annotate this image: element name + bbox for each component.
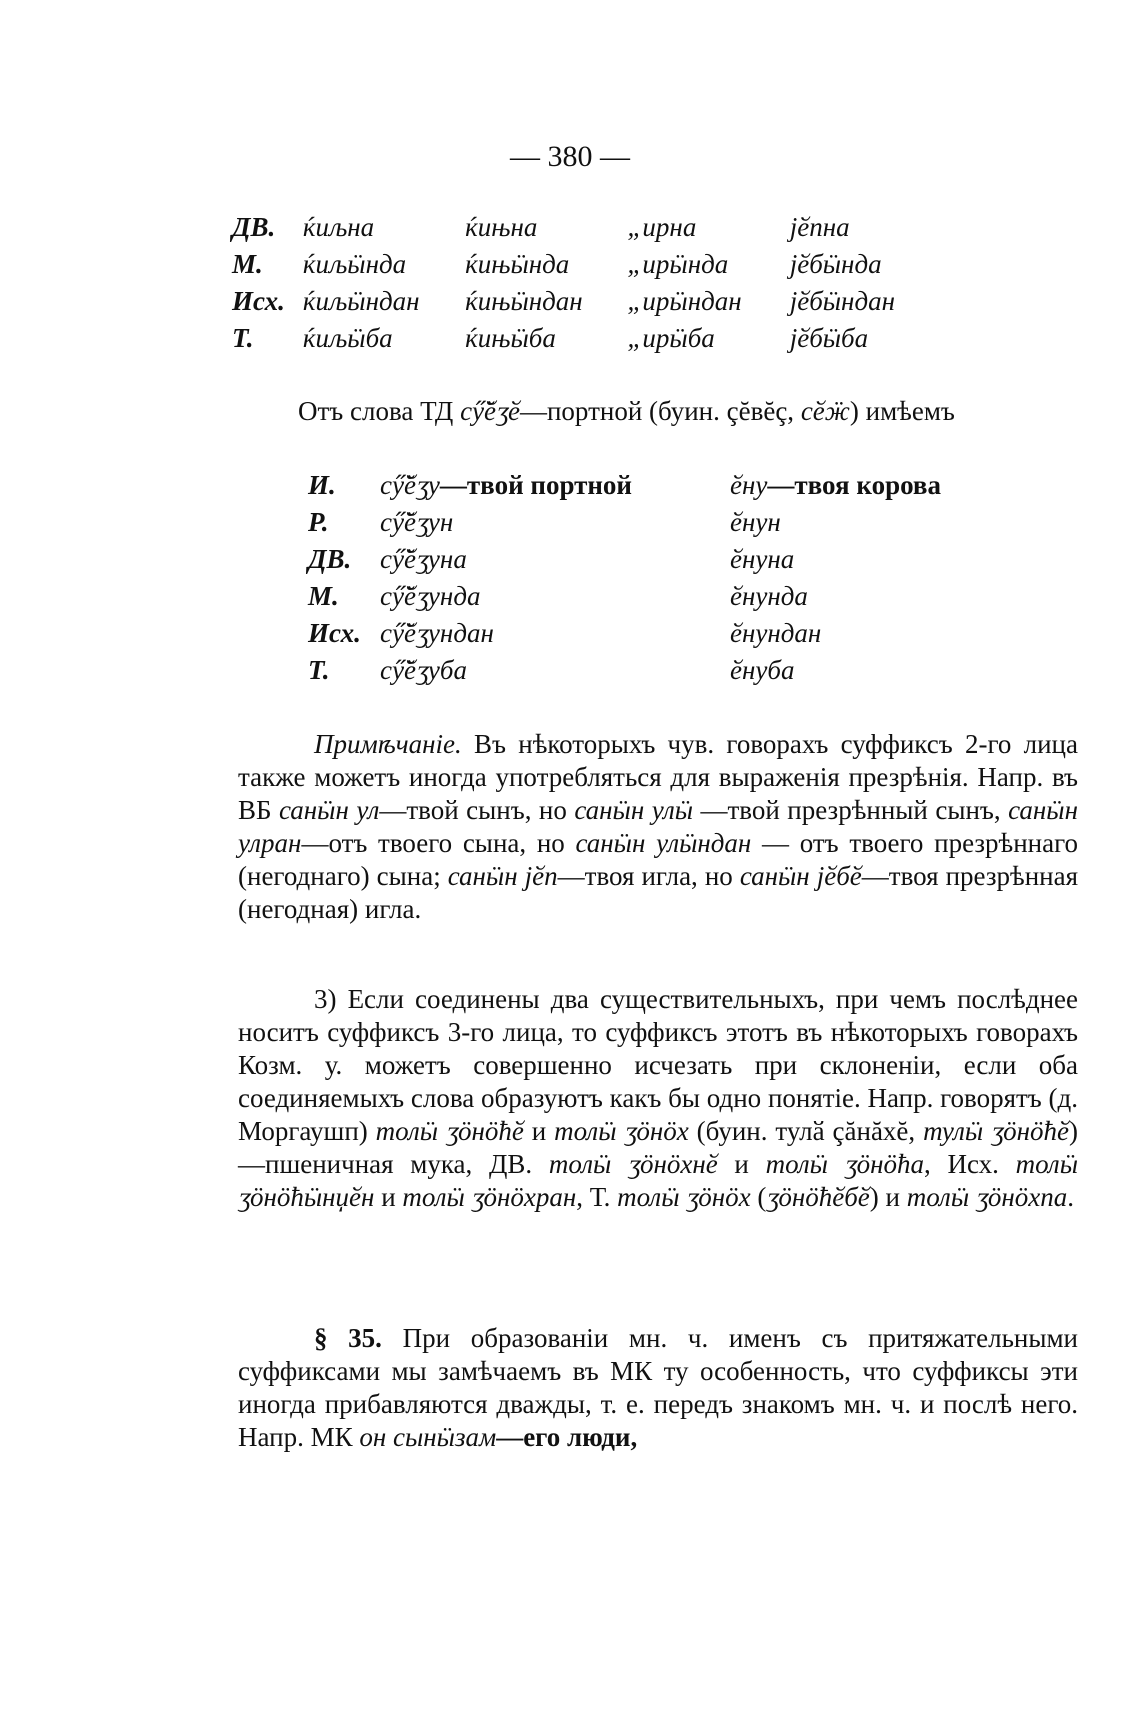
word-form: сӳ̆ӗӡундан bbox=[380, 618, 494, 648]
word-form: ќињӹнда bbox=[465, 249, 570, 279]
note-text: —твой сынъ, но bbox=[379, 795, 575, 825]
table-row bbox=[308, 507, 990, 544]
case-label: ДВ. bbox=[232, 212, 276, 242]
word-form: јӗпна bbox=[789, 212, 850, 242]
word-form: сӳ̆ӗӡу bbox=[380, 470, 440, 500]
example-word: толӹ ӡӧнӧхран bbox=[402, 1182, 577, 1212]
body-text: , Исх. bbox=[924, 1149, 1016, 1179]
note-text: — отъ твоего презрѣннаго (негоднаго) сына; bbox=[238, 828, 1078, 891]
case-label: Р. bbox=[308, 507, 329, 537]
word-form: „ирӹндан bbox=[627, 286, 742, 316]
declension-table-2 bbox=[308, 470, 990, 692]
example-word: санӹн ул bbox=[279, 795, 380, 825]
table-row bbox=[308, 470, 990, 507]
intro-text: —портной (буин. çĕвĕç, bbox=[519, 396, 801, 426]
word-form: ӗну bbox=[730, 470, 768, 500]
word-form: јӗбӹндан bbox=[789, 286, 896, 316]
example-word: санӹн јӗбӗ bbox=[739, 861, 862, 891]
body-text: . bbox=[1067, 1182, 1074, 1212]
word-form: сӳ̆ӗӡун bbox=[380, 507, 454, 537]
word-form: ӗнун bbox=[730, 507, 781, 537]
word-form: ќињӹба bbox=[465, 323, 556, 353]
intro-text: ) имѣемъ bbox=[849, 396, 955, 426]
table-row bbox=[232, 249, 952, 286]
case-label: И. bbox=[308, 470, 336, 500]
note-text: —твоя презрѣнная (негодная) игла. bbox=[238, 861, 1078, 924]
note-text: Въ нѣкоторыхъ чув. говорахъ суффиксъ 2-го лица также можетъ иногда употребляться для выраженія презрѣнія. Напр. въ ВБ bbox=[238, 729, 1078, 825]
table-row bbox=[308, 655, 990, 692]
word-form: ќиљна bbox=[302, 212, 375, 242]
table-row bbox=[308, 544, 990, 581]
table-row bbox=[232, 286, 952, 323]
word-form: ќињна bbox=[465, 212, 538, 242]
case-label: ДВ. bbox=[308, 544, 352, 574]
example-word: толӹ ӡӧнӧх bbox=[617, 1182, 751, 1212]
intro-word: сӳ̆ӗӡӗ bbox=[460, 396, 520, 426]
word-form-cell bbox=[380, 470, 730, 501]
example-word: толӹ ӡӧнӧхпа bbox=[906, 1182, 1068, 1212]
section-35-paragraph bbox=[238, 1322, 1078, 1454]
case-label: Исх. bbox=[232, 286, 285, 316]
note-heading: Примѣчаніе. bbox=[314, 729, 462, 759]
case-label: М. bbox=[232, 249, 263, 279]
word-form: ӗнуна bbox=[730, 544, 795, 574]
intro-text: Отъ слова ТД bbox=[298, 396, 461, 426]
word-form-cell bbox=[730, 470, 990, 501]
example-word: толӹ ӡӧнӧћӹнџӗн bbox=[238, 1149, 1078, 1212]
word-form: ӗнундан bbox=[730, 618, 822, 648]
gloss: —твоя корова bbox=[767, 470, 942, 500]
body-text: ) и bbox=[869, 1182, 907, 1212]
table-row bbox=[232, 212, 952, 249]
word-form: јӗбӹнда bbox=[789, 249, 882, 279]
word-form: ӗнунда bbox=[730, 581, 808, 611]
example-word: санӹн улран bbox=[238, 795, 1078, 858]
example-word: санӹн улӹ bbox=[574, 795, 694, 825]
word-form: „ирӹба bbox=[627, 323, 715, 353]
word-form: ќиљӹба bbox=[302, 323, 393, 353]
table-row bbox=[308, 581, 990, 618]
word-form: сӳ̆ӗӡунда bbox=[380, 581, 481, 611]
body-text: 3) Если соединены два существительныхъ, при чемъ послѣднее носитъ суффиксъ 3-го лица, то суффиксъ этотъ въ нѣкоторыхъ говорахъ Козм. у. можетъ совершенно исчезать при склоненіи, если оба соединяемыхъ слова образуютъ какъ бы одно понятіе. Напр. говорятъ (д. Моргаушп) bbox=[238, 984, 1078, 1146]
body-text: и bbox=[717, 1149, 766, 1179]
table-row bbox=[232, 323, 952, 360]
example-word: толӹ ӡӧнӧхнӗ bbox=[548, 1149, 718, 1179]
note-text: —твоя игла, но bbox=[557, 861, 740, 891]
section-number: § 35. bbox=[314, 1323, 382, 1353]
note-text: —твой презрѣнный сынъ, bbox=[693, 795, 1009, 825]
word-form: „ирна bbox=[627, 212, 697, 242]
body-text: ( bbox=[750, 1182, 767, 1212]
example-word: толӹ ӡӧнӧћа bbox=[765, 1149, 925, 1179]
body-text: и bbox=[523, 1116, 555, 1146]
note-text: —отъ твоего сына, но bbox=[301, 828, 576, 858]
word-form: ќиљӹндан bbox=[302, 286, 420, 316]
body-text: При образованіи мн. ч. именъ съ притяжательными суффиксами мы замѣчаемъ въ МК ту особенность, что суффиксы эти иногда прибавляются дважды, т. е. передъ знакомъ мн. ч. и послѣ него. Напр. МК bbox=[238, 1323, 1079, 1452]
body-text: —его люди, bbox=[496, 1422, 638, 1452]
gloss: —твой портной bbox=[439, 470, 632, 500]
note-paragraph bbox=[238, 728, 1078, 926]
example-word: он сынӹзам bbox=[359, 1422, 497, 1452]
intro-line bbox=[298, 396, 955, 427]
case-label: Т. bbox=[232, 323, 254, 353]
intro-word: сӗӝ bbox=[800, 396, 850, 426]
word-form: ќињӹндан bbox=[465, 286, 583, 316]
case-label: Т. bbox=[308, 655, 330, 685]
word-form: „ирӹнда bbox=[627, 249, 729, 279]
example-word: санӹн улӹндан bbox=[575, 828, 752, 858]
body-text: , Т. bbox=[576, 1182, 618, 1212]
example-word: толӹ ӡӧнӧх bbox=[554, 1116, 689, 1146]
word-form: ќиљӹнда bbox=[302, 249, 407, 279]
example-word: ӡӧнӧћӗбӗ bbox=[766, 1182, 870, 1212]
word-form: ӗнуба bbox=[730, 655, 795, 685]
body-text: и bbox=[374, 1182, 403, 1212]
example-word: санӹн јӗп bbox=[447, 861, 558, 891]
case-label: М. bbox=[308, 581, 339, 611]
body-text: (буин. тулӑ çăнăхĕ, bbox=[688, 1116, 924, 1146]
example-word: тулӹ ӡӧнӧћӗ bbox=[923, 1116, 1069, 1146]
table-row bbox=[308, 618, 990, 655]
word-form: сӳ̆ӗӡуна bbox=[380, 544, 467, 574]
declension-table-1 bbox=[232, 212, 952, 360]
body-text: )—пшеничная мука, ДВ. bbox=[238, 1116, 1078, 1179]
word-form: јӗбӹба bbox=[789, 323, 869, 353]
page-number: — 380 — bbox=[510, 140, 630, 173]
paragraph-3 bbox=[238, 983, 1078, 1214]
example-word: толӹ ӡӧнӧћӗ bbox=[375, 1116, 524, 1146]
word-form: сӳ̆ӗӡуба bbox=[380, 655, 467, 685]
case-label: Исх. bbox=[308, 618, 361, 648]
